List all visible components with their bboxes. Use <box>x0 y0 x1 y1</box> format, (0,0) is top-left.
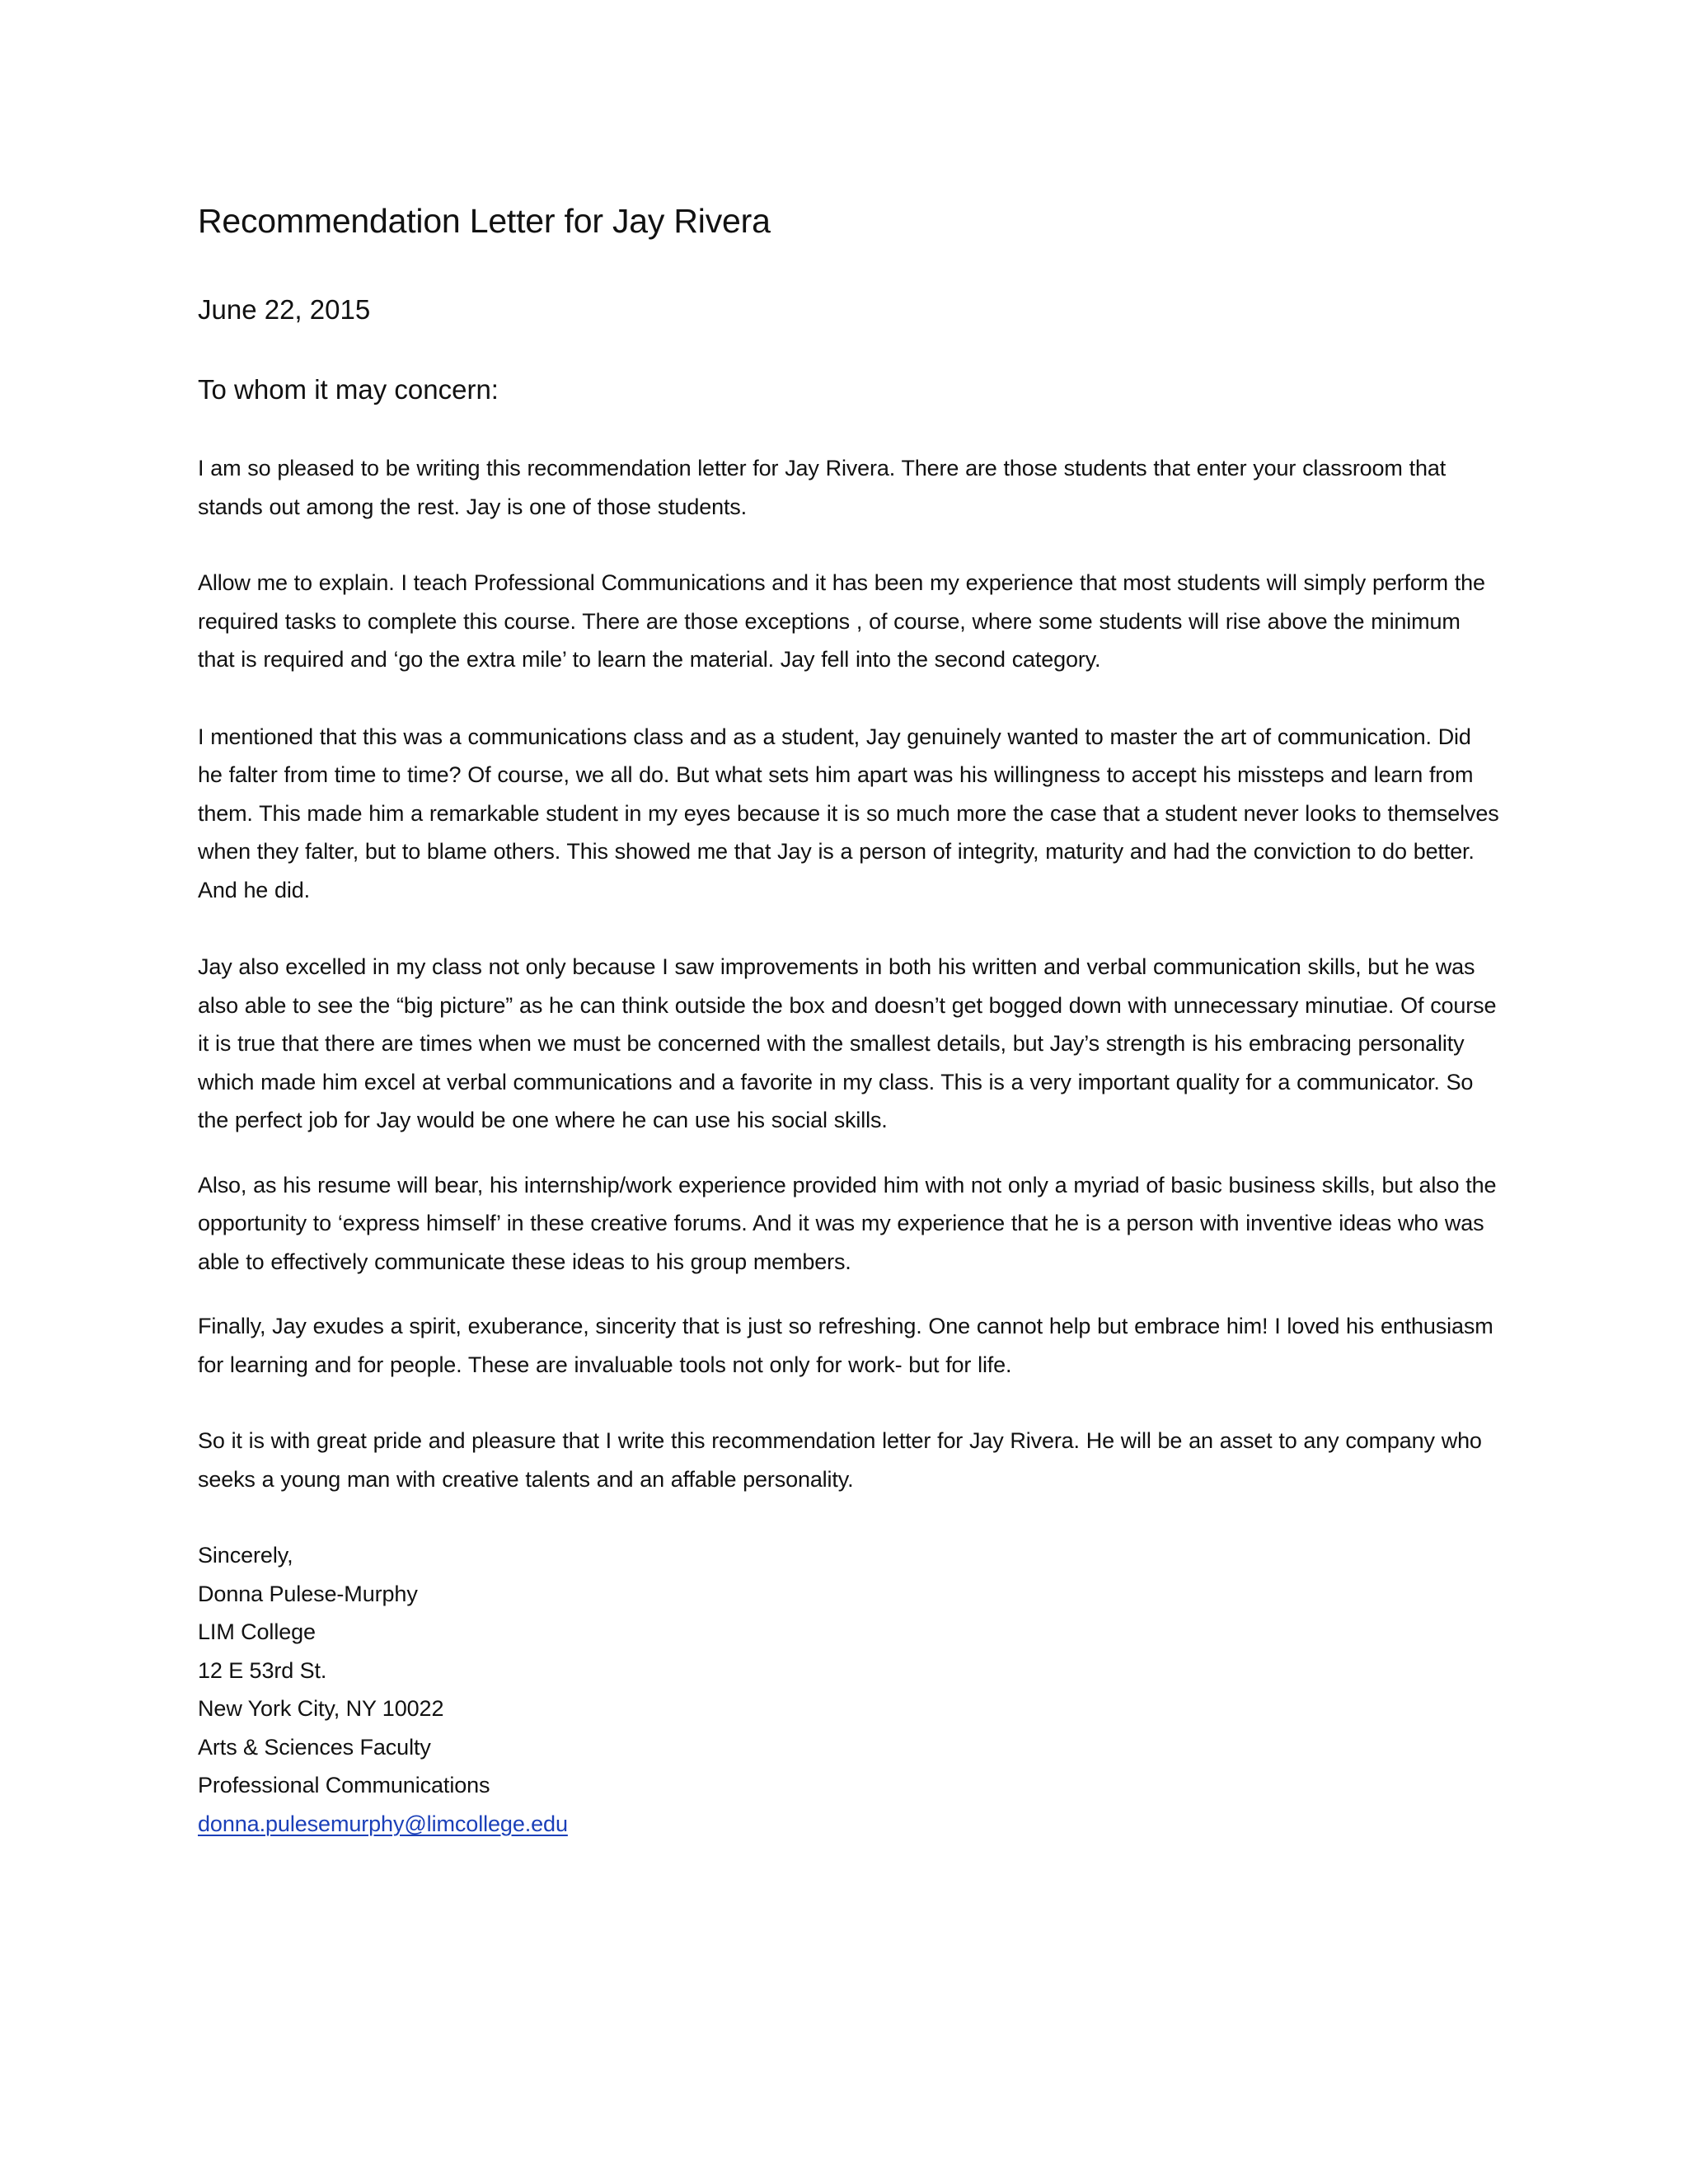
paragraph-5: Also, as his resume will bear, his internship/work experience provided him with not only a myriad of basic business skills, but also the opportunity to ‘express himself’ in these creative forums. And it was my experience that he is a person with inventive ideas who was able to effectively communicate these ideas to his group members. <box>198 1172 1497 1274</box>
signer-email-link[interactable]: donna.pulesemurphy@limcollege.edu <box>198 1811 568 1836</box>
letter-date: June 22, 2015 <box>198 294 371 325</box>
signer-institution: LIM College <box>198 1619 316 1644</box>
signer-street: 12 E 53rd St. <box>198 1657 327 1683</box>
paragraph-4: Jay also excelled in my class not only because I saw improvements in both his written and verbal communication skills, but he was also able to see the “big picture” as he can think outside the box and doesn’t get bogged down with unnecessary minutiae. Of course it is true that there are times when we must be concerned with the smallest details, but Jay’s strength is his embracing personality which made him excel at verbal communications and a favorite in my class. This is a very important quality for a communicator. So the perfect job for Jay would be one where he can use his social skills. <box>198 954 1497 1132</box>
paragraph-3: I mentioned that this was a communications class and as a student, Jay genuinely wanted to master the art of communication. Did he falter from time to time? Of course, we all do. But what sets him apart was his willingness to accept his missteps and learn from them. This made him a remarkable student in my eyes because it is so much more the case that a student never looks to themselves when they falter, but to blame others. This showed me that Jay is a person of integrity, maturity and had the conviction to do better. And he did. <box>198 724 1499 902</box>
closing-line: Sincerely, <box>198 1543 293 1568</box>
paragraph-1: I am so pleased to be writing this recommendation letter for Jay Rivera. There are those students that enter your classroom that stands out among the rest. Jay is one of those students. <box>198 456 1447 519</box>
salutation: To whom it may concern: <box>198 374 499 405</box>
signer-name: Donna Pulese-Murphy <box>198 1581 418 1606</box>
paragraph-7: So it is with great pride and pleasure that I write this recommendation letter for Jay Rivera. He will be an asset to any company who seeks a young man with creative talents and an affable personality. <box>198 1428 1482 1492</box>
paragraph-2: Allow me to explain. I teach Professional Communications and it has been my experience that most students will simply perform the required tasks to complete this course. There are those exceptions , of course, where some students will rise above the minimum that is required and ‘go the extra mile’ to learn the material. Jay fell into the second category. <box>198 570 1485 672</box>
paragraph-6: Finally, Jay exudes a spirit, exuberance, sincerity that is just so refreshing. One cannot help but embrace him! I loved his enthusiasm for learning and for people. These are invaluable tools not only for work- but for life. <box>198 1314 1493 1377</box>
letter-body <box>198 198 1500 1843</box>
signer-city: New York City, NY 10022 <box>198 1696 444 1721</box>
letter-title: Recommendation Letter for Jay Rivera <box>198 202 771 240</box>
signer-program: Professional Communications <box>198 1773 490 1797</box>
signer-department: Arts & Sciences Faculty <box>198 1734 431 1760</box>
signature-block <box>198 1536 1500 1843</box>
